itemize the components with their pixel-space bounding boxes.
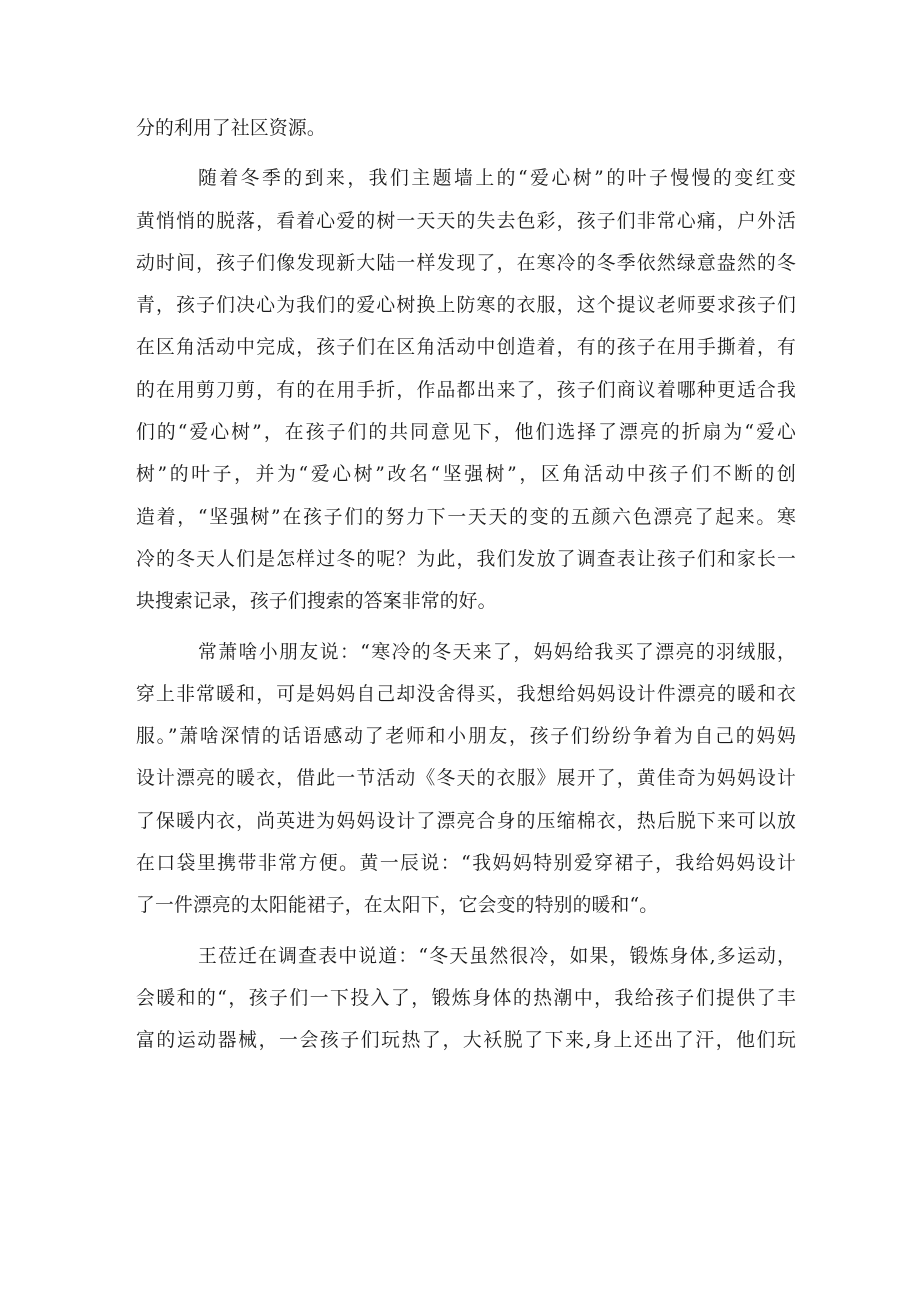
text-line: 穿上非常暖和，可是妈妈自己却没舍得买，我想给妈妈设计件漂亮的暖和衣 <box>136 683 796 705</box>
text-line: 了保暖内衣，尚英进为妈妈设计了漂亮合身的压缩棉衣，热后脱下来可以放 <box>136 810 796 832</box>
text-line: 会暖和的“，孩子们一下投入了，锻炼身体的热潮中，我给孩子们提供了丰 <box>136 987 796 1009</box>
text-line: 树”的叶子，并为“爱心树”改名“坚强树”，区角活动中孩子们不断的创 <box>136 464 796 486</box>
text-line: 随着冬季的到来，我们主题墙上的“爱心树”的叶子慢慢的变红变 <box>198 168 796 190</box>
text-line: 设计漂亮的暖衣，借此一节活动《冬天的衣服》展开了，黄佳奇为妈妈设计 <box>136 768 796 790</box>
text-line: 造着，“坚强树”在孩子们的努力下一天天的变的五颜六色漂亮了起来。寒 <box>136 506 796 528</box>
text-line: 分的利用了社区资源。 <box>136 118 326 139</box>
paragraph <box>136 108 796 150</box>
text-line: 王莅迁在调查表中说道：“冬天虽然很冷，如果，锻炼身体,多运动， <box>198 945 796 967</box>
document-body <box>136 108 796 1063</box>
text-line: 青，孩子们决心为我们的爱心树换上防寒的衣服，这个提议老师要求孩子们 <box>136 295 796 317</box>
text-line: 在区角活动中完成，孩子们在区角活动中创造着，有的孩子在用手撕着，有 <box>136 337 796 359</box>
text-line: 动时间，孩子们像发现新大陆一样发现了，在寒冷的冬季依然绿意盎然的冬 <box>136 252 796 274</box>
paragraph <box>136 632 796 928</box>
paragraph <box>136 936 796 1063</box>
text-line: 了一件漂亮的太阳能裙子，在太阳下，它会变的特别的暖和“。 <box>136 895 659 917</box>
text-line: 在口袋里携带非常方便。黄一辰说：“我妈妈特别爱穿裙子，我给妈妈设计 <box>136 853 796 875</box>
text-line: 的在用剪刀剪，有的在用手折，作品都出来了，孩子们商议着哪种更适合我 <box>136 379 796 401</box>
text-line: 服。”萧啥深情的话语感动了老师和小朋友，孩子们纷纷争着为自己的妈妈 <box>136 726 796 748</box>
text-line: 富的运动器械，一会孩子们玩热了，大袄脱了下来,身上还出了汗，他们玩 <box>136 1030 796 1052</box>
text-line: 块搜索记录，孩子们搜索的答案非常的好。 <box>136 591 497 613</box>
text-line: 黄悄悄的脱落，看着心爱的树一天天的失去色彩，孩子们非常心痛，户外活 <box>136 210 796 232</box>
text-line: 们的“爱心树”，在孩子们的共同意见下，他们选择了漂亮的折扇为“爱心 <box>136 422 796 444</box>
paragraph <box>136 158 796 623</box>
text-line: 常萧啥小朋友说：“寒冷的冬天来了，妈妈给我买了漂亮的羽绒服， <box>198 641 796 663</box>
text-line: 冷的冬天人们是怎样过冬的呢？为此，我们发放了调查表让孩子们和家长一 <box>136 548 796 570</box>
